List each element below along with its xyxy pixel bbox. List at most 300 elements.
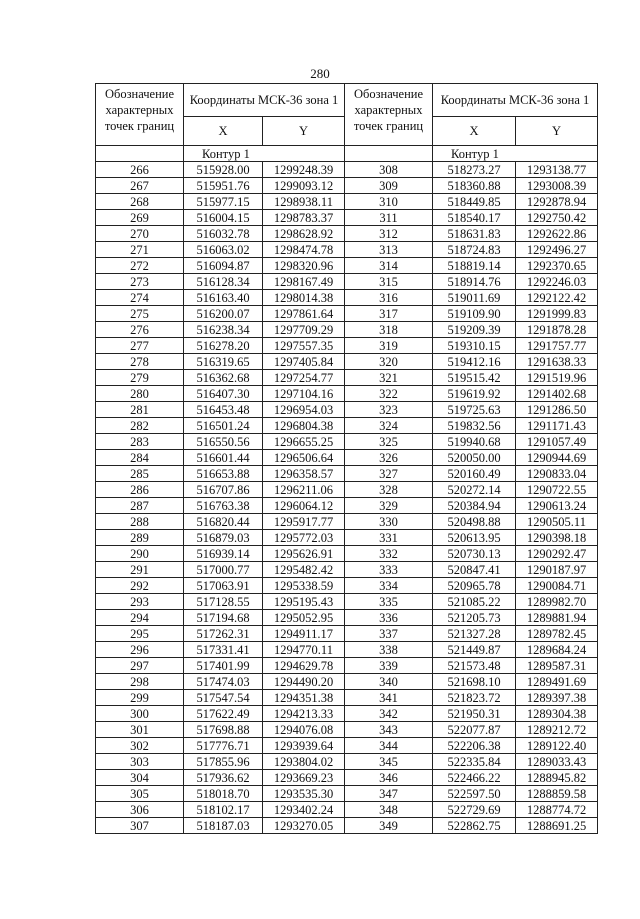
point-number-cell: 267 bbox=[96, 178, 184, 194]
point-number-cell: 347 bbox=[345, 786, 433, 802]
table-row bbox=[96, 786, 345, 802]
y-coordinate-cell: 1293402.24 bbox=[263, 802, 345, 818]
table-body-left bbox=[96, 146, 345, 834]
table-row bbox=[345, 722, 598, 738]
table-row bbox=[96, 690, 345, 706]
point-number-cell: 348 bbox=[345, 802, 433, 818]
point-number-cell: 284 bbox=[96, 450, 184, 466]
point-number-cell: 330 bbox=[345, 514, 433, 530]
x-coordinate-cell: 516319.65 bbox=[184, 354, 263, 370]
y-coordinate-cell: 1289397.38 bbox=[516, 690, 598, 706]
table-row bbox=[345, 434, 598, 450]
x-coordinate-cell: 518187.03 bbox=[184, 818, 263, 834]
x-coordinate-cell: 516278.20 bbox=[184, 338, 263, 354]
x-coordinate-cell: 516707.86 bbox=[184, 482, 263, 498]
table-row bbox=[345, 818, 598, 834]
y-coordinate-cell: 1296211.06 bbox=[263, 482, 345, 498]
x-coordinate-cell: 516200.07 bbox=[184, 306, 263, 322]
y-coordinate-cell: 1290398.18 bbox=[516, 530, 598, 546]
table-row bbox=[96, 402, 345, 418]
y-coordinate-cell: 1295917.77 bbox=[263, 514, 345, 530]
x-coordinate-cell: 516362.68 bbox=[184, 370, 263, 386]
table-row bbox=[96, 514, 345, 530]
point-number-cell: 296 bbox=[96, 642, 184, 658]
y-coordinate-cell: 1299093.12 bbox=[263, 178, 345, 194]
point-number-cell: 337 bbox=[345, 626, 433, 642]
point-number-cell: 309 bbox=[345, 178, 433, 194]
x-coordinate-cell: 520498.88 bbox=[433, 514, 516, 530]
point-number-cell: 341 bbox=[345, 690, 433, 706]
point-number-cell: 346 bbox=[345, 770, 433, 786]
table-row bbox=[345, 770, 598, 786]
table-row bbox=[96, 434, 345, 450]
y-coordinate-cell: 1292370.65 bbox=[516, 258, 598, 274]
table-row bbox=[345, 178, 598, 194]
x-coordinate-cell: 515977.15 bbox=[184, 194, 263, 210]
x-coordinate-cell: 517063.91 bbox=[184, 578, 263, 594]
y-coordinate-cell: 1291519.96 bbox=[516, 370, 598, 386]
header-y: Y bbox=[263, 117, 345, 146]
point-number-cell: 321 bbox=[345, 370, 433, 386]
table-row bbox=[96, 610, 345, 626]
table-row bbox=[96, 642, 345, 658]
table-row bbox=[96, 290, 345, 306]
table-row bbox=[345, 402, 598, 418]
point-number-cell: 286 bbox=[96, 482, 184, 498]
y-coordinate-cell: 1289881.94 bbox=[516, 610, 598, 626]
y-coordinate-cell: 1289212.72 bbox=[516, 722, 598, 738]
y-coordinate-cell: 1295052.95 bbox=[263, 610, 345, 626]
y-coordinate-cell: 1298938.11 bbox=[263, 194, 345, 210]
x-coordinate-cell: 519725.63 bbox=[433, 402, 516, 418]
point-number-cell: 281 bbox=[96, 402, 184, 418]
point-number-cell: 290 bbox=[96, 546, 184, 562]
point-number-cell: 280 bbox=[96, 386, 184, 402]
x-coordinate-cell: 516879.03 bbox=[184, 530, 263, 546]
point-number-cell: 333 bbox=[345, 562, 433, 578]
y-coordinate-cell: 1297861.64 bbox=[263, 306, 345, 322]
table-row bbox=[96, 338, 345, 354]
x-coordinate-cell: 516094.87 bbox=[184, 258, 263, 274]
point-number-cell: 298 bbox=[96, 674, 184, 690]
y-coordinate-cell: 1294213.33 bbox=[263, 706, 345, 722]
x-coordinate-cell: 522206.38 bbox=[433, 738, 516, 754]
table-row bbox=[96, 418, 345, 434]
point-number-cell: 279 bbox=[96, 370, 184, 386]
contour-label: Контур 1 bbox=[433, 146, 598, 162]
y-coordinate-cell: 1290187.97 bbox=[516, 562, 598, 578]
y-coordinate-cell: 1292750.42 bbox=[516, 210, 598, 226]
table-row bbox=[96, 594, 345, 610]
y-coordinate-cell: 1288774.72 bbox=[516, 802, 598, 818]
table-row bbox=[345, 498, 598, 514]
point-number-cell: 345 bbox=[345, 754, 433, 770]
point-number-cell: 291 bbox=[96, 562, 184, 578]
y-coordinate-cell: 1289587.31 bbox=[516, 658, 598, 674]
table-row bbox=[96, 802, 345, 818]
table-row bbox=[96, 210, 345, 226]
y-coordinate-cell: 1291402.68 bbox=[516, 386, 598, 402]
point-number-cell: 322 bbox=[345, 386, 433, 402]
y-coordinate-cell: 1296064.12 bbox=[263, 498, 345, 514]
table-row bbox=[345, 530, 598, 546]
y-coordinate-cell: 1298014.38 bbox=[263, 290, 345, 306]
y-coordinate-cell: 1294911.17 bbox=[263, 626, 345, 642]
y-coordinate-cell: 1294629.78 bbox=[263, 658, 345, 674]
table-body-right bbox=[345, 146, 598, 834]
y-coordinate-cell: 1293669.23 bbox=[263, 770, 345, 786]
point-number-cell: 274 bbox=[96, 290, 184, 306]
y-coordinate-cell: 1296506.64 bbox=[263, 450, 345, 466]
point-number-cell: 332 bbox=[345, 546, 433, 562]
y-coordinate-cell: 1294351.38 bbox=[263, 690, 345, 706]
table-row bbox=[96, 258, 345, 274]
x-coordinate-cell: 520613.95 bbox=[433, 530, 516, 546]
point-number-cell: 303 bbox=[96, 754, 184, 770]
y-coordinate-cell: 1289033.43 bbox=[516, 754, 598, 770]
point-number-cell: 311 bbox=[345, 210, 433, 226]
point-number-cell: 272 bbox=[96, 258, 184, 274]
x-coordinate-cell: 517474.03 bbox=[184, 674, 263, 690]
x-coordinate-cell: 517622.49 bbox=[184, 706, 263, 722]
header-designation: Обозначение характерных точек границ bbox=[96, 84, 184, 146]
y-coordinate-cell: 1290722.55 bbox=[516, 482, 598, 498]
table-row bbox=[345, 306, 598, 322]
x-coordinate-cell: 515928.00 bbox=[184, 162, 263, 178]
point-number-cell: 283 bbox=[96, 434, 184, 450]
table-row bbox=[345, 786, 598, 802]
x-coordinate-cell: 516653.88 bbox=[184, 466, 263, 482]
table-row bbox=[345, 418, 598, 434]
y-coordinate-cell: 1295626.91 bbox=[263, 546, 345, 562]
x-coordinate-cell: 515951.76 bbox=[184, 178, 263, 194]
x-coordinate-cell: 522862.75 bbox=[433, 818, 516, 834]
point-number-cell: 323 bbox=[345, 402, 433, 418]
y-coordinate-cell: 1288691.25 bbox=[516, 818, 598, 834]
table-row bbox=[345, 450, 598, 466]
x-coordinate-cell: 522597.50 bbox=[433, 786, 516, 802]
table-row bbox=[345, 578, 598, 594]
x-coordinate-cell: 517128.55 bbox=[184, 594, 263, 610]
point-number-cell: 266 bbox=[96, 162, 184, 178]
point-number-cell: 289 bbox=[96, 530, 184, 546]
x-coordinate-cell: 516763.38 bbox=[184, 498, 263, 514]
point-number-cell: 339 bbox=[345, 658, 433, 674]
table-row bbox=[345, 338, 598, 354]
table-row bbox=[345, 674, 598, 690]
x-coordinate-cell: 518819.14 bbox=[433, 258, 516, 274]
x-coordinate-cell: 521085.22 bbox=[433, 594, 516, 610]
table-row bbox=[345, 258, 598, 274]
point-number-cell: 317 bbox=[345, 306, 433, 322]
y-coordinate-cell: 1291057.49 bbox=[516, 434, 598, 450]
x-coordinate-cell: 521823.72 bbox=[433, 690, 516, 706]
point-number-cell: 327 bbox=[345, 466, 433, 482]
x-coordinate-cell: 516453.48 bbox=[184, 402, 263, 418]
point-number-cell: 338 bbox=[345, 642, 433, 658]
y-coordinate-cell: 1289491.69 bbox=[516, 674, 598, 690]
y-coordinate-cell: 1289684.24 bbox=[516, 642, 598, 658]
table-row bbox=[345, 242, 598, 258]
page-number: 280 bbox=[310, 66, 330, 81]
point-number-cell: 320 bbox=[345, 354, 433, 370]
table-row bbox=[345, 626, 598, 642]
y-coordinate-cell: 1295772.03 bbox=[263, 530, 345, 546]
point-number-cell: 302 bbox=[96, 738, 184, 754]
point-number-cell: 314 bbox=[345, 258, 433, 274]
point-number-cell: 344 bbox=[345, 738, 433, 754]
x-coordinate-cell: 521950.31 bbox=[433, 706, 516, 722]
point-number-cell: 307 bbox=[96, 818, 184, 834]
y-coordinate-cell: 1299248.39 bbox=[263, 162, 345, 178]
table-row bbox=[345, 386, 598, 402]
y-coordinate-cell: 1288945.82 bbox=[516, 770, 598, 786]
x-coordinate-cell: 521205.73 bbox=[433, 610, 516, 626]
table-row bbox=[345, 322, 598, 338]
table-row bbox=[96, 194, 345, 210]
point-number-cell: 308 bbox=[345, 162, 433, 178]
y-coordinate-cell: 1293804.02 bbox=[263, 754, 345, 770]
x-coordinate-cell: 519209.39 bbox=[433, 322, 516, 338]
x-coordinate-cell: 520730.13 bbox=[433, 546, 516, 562]
point-number-cell: 301 bbox=[96, 722, 184, 738]
table-row bbox=[345, 754, 598, 770]
x-coordinate-cell: 516939.14 bbox=[184, 546, 263, 562]
table-row bbox=[345, 658, 598, 674]
y-coordinate-cell: 1293008.39 bbox=[516, 178, 598, 194]
y-coordinate-cell: 1292246.03 bbox=[516, 274, 598, 290]
point-number-cell: 304 bbox=[96, 770, 184, 786]
x-coordinate-cell: 522335.84 bbox=[433, 754, 516, 770]
table-row bbox=[345, 370, 598, 386]
point-number-cell: 268 bbox=[96, 194, 184, 210]
point-number-cell: 312 bbox=[345, 226, 433, 242]
x-coordinate-cell: 519412.16 bbox=[433, 354, 516, 370]
y-coordinate-cell: 1298167.49 bbox=[263, 274, 345, 290]
table-row bbox=[96, 562, 345, 578]
table-row bbox=[345, 482, 598, 498]
table-row bbox=[96, 770, 345, 786]
table-row bbox=[345, 466, 598, 482]
y-coordinate-cell: 1288859.58 bbox=[516, 786, 598, 802]
point-number-cell: 288 bbox=[96, 514, 184, 530]
x-coordinate-cell: 520384.94 bbox=[433, 498, 516, 514]
table-row bbox=[345, 354, 598, 370]
table-row bbox=[96, 466, 345, 482]
x-coordinate-cell: 516501.24 bbox=[184, 418, 263, 434]
x-coordinate-cell: 520847.41 bbox=[433, 562, 516, 578]
point-number-cell: 273 bbox=[96, 274, 184, 290]
y-coordinate-cell: 1289782.45 bbox=[516, 626, 598, 642]
point-number-cell: 306 bbox=[96, 802, 184, 818]
point-number-cell: 315 bbox=[345, 274, 433, 290]
y-coordinate-cell: 1293939.64 bbox=[263, 738, 345, 754]
table-row bbox=[345, 642, 598, 658]
x-coordinate-cell: 516601.44 bbox=[184, 450, 263, 466]
table-row bbox=[96, 498, 345, 514]
y-coordinate-cell: 1289122.40 bbox=[516, 738, 598, 754]
y-coordinate-cell: 1297405.84 bbox=[263, 354, 345, 370]
x-coordinate-cell: 521327.28 bbox=[433, 626, 516, 642]
x-coordinate-cell: 517331.41 bbox=[184, 642, 263, 658]
point-number-cell: 331 bbox=[345, 530, 433, 546]
y-coordinate-cell: 1296954.03 bbox=[263, 402, 345, 418]
point-number-cell: 343 bbox=[345, 722, 433, 738]
coordinates-table-right bbox=[344, 83, 598, 834]
table-row bbox=[345, 162, 598, 178]
y-coordinate-cell: 1290833.04 bbox=[516, 466, 598, 482]
y-coordinate-cell: 1296655.25 bbox=[263, 434, 345, 450]
point-number-cell: 310 bbox=[345, 194, 433, 210]
y-coordinate-cell: 1290505.11 bbox=[516, 514, 598, 530]
table-row bbox=[345, 546, 598, 562]
header-x: X bbox=[433, 117, 516, 146]
x-coordinate-cell: 518631.83 bbox=[433, 226, 516, 242]
point-number-cell: 287 bbox=[96, 498, 184, 514]
point-number-cell: 305 bbox=[96, 786, 184, 802]
coordinates-table-left bbox=[95, 83, 345, 834]
y-coordinate-cell: 1291999.83 bbox=[516, 306, 598, 322]
x-coordinate-cell: 520272.14 bbox=[433, 482, 516, 498]
table-row bbox=[345, 210, 598, 226]
point-number-cell: 270 bbox=[96, 226, 184, 242]
table-row bbox=[96, 658, 345, 674]
header-y: Y bbox=[516, 117, 598, 146]
y-coordinate-cell: 1290084.71 bbox=[516, 578, 598, 594]
point-number-cell: 295 bbox=[96, 626, 184, 642]
table-row bbox=[345, 594, 598, 610]
y-coordinate-cell: 1297557.35 bbox=[263, 338, 345, 354]
x-coordinate-cell: 519619.92 bbox=[433, 386, 516, 402]
y-coordinate-cell: 1289304.38 bbox=[516, 706, 598, 722]
x-coordinate-cell: 518540.17 bbox=[433, 210, 516, 226]
point-number-cell: 324 bbox=[345, 418, 433, 434]
contour-row bbox=[96, 146, 345, 162]
table-row bbox=[96, 162, 345, 178]
x-coordinate-cell: 521698.10 bbox=[433, 674, 516, 690]
y-coordinate-cell: 1291286.50 bbox=[516, 402, 598, 418]
x-coordinate-cell: 516004.15 bbox=[184, 210, 263, 226]
x-coordinate-cell: 518018.70 bbox=[184, 786, 263, 802]
point-number-cell: 271 bbox=[96, 242, 184, 258]
table-row bbox=[345, 194, 598, 210]
point-number-cell: 318 bbox=[345, 322, 433, 338]
y-coordinate-cell: 1293270.05 bbox=[263, 818, 345, 834]
x-coordinate-cell: 519011.69 bbox=[433, 290, 516, 306]
header-coordinates: Координаты МСК-36 зона 1 bbox=[433, 84, 598, 117]
table-row bbox=[345, 690, 598, 706]
x-coordinate-cell: 519940.68 bbox=[433, 434, 516, 450]
x-coordinate-cell: 517262.31 bbox=[184, 626, 263, 642]
y-coordinate-cell: 1296358.57 bbox=[263, 466, 345, 482]
x-coordinate-cell: 519515.42 bbox=[433, 370, 516, 386]
y-coordinate-cell: 1291171.43 bbox=[516, 418, 598, 434]
table-row bbox=[96, 306, 345, 322]
y-coordinate-cell: 1292622.86 bbox=[516, 226, 598, 242]
x-coordinate-cell: 516128.34 bbox=[184, 274, 263, 290]
y-coordinate-cell: 1297709.29 bbox=[263, 322, 345, 338]
point-number-cell: 282 bbox=[96, 418, 184, 434]
x-coordinate-cell: 517401.99 bbox=[184, 658, 263, 674]
x-coordinate-cell: 520160.49 bbox=[433, 466, 516, 482]
table-row bbox=[96, 754, 345, 770]
point-number-cell: 299 bbox=[96, 690, 184, 706]
x-coordinate-cell: 516550.56 bbox=[184, 434, 263, 450]
table-row bbox=[96, 450, 345, 466]
x-coordinate-cell: 517000.77 bbox=[184, 562, 263, 578]
y-coordinate-cell: 1294770.11 bbox=[263, 642, 345, 658]
point-number-cell: 294 bbox=[96, 610, 184, 626]
table-row bbox=[96, 578, 345, 594]
y-coordinate-cell: 1290613.24 bbox=[516, 498, 598, 514]
table-row bbox=[96, 242, 345, 258]
x-coordinate-cell: 519832.56 bbox=[433, 418, 516, 434]
table-row bbox=[96, 546, 345, 562]
point-number-cell: 276 bbox=[96, 322, 184, 338]
point-number-cell: 319 bbox=[345, 338, 433, 354]
x-coordinate-cell: 519310.15 bbox=[433, 338, 516, 354]
x-coordinate-cell: 517194.68 bbox=[184, 610, 263, 626]
table-row bbox=[345, 226, 598, 242]
point-number-cell: 292 bbox=[96, 578, 184, 594]
table-row bbox=[345, 610, 598, 626]
header-coordinates: Координаты МСК-36 зона 1 bbox=[184, 84, 345, 117]
point-number-cell: 316 bbox=[345, 290, 433, 306]
x-coordinate-cell: 518724.83 bbox=[433, 242, 516, 258]
x-coordinate-cell: 517698.88 bbox=[184, 722, 263, 738]
x-coordinate-cell: 516820.44 bbox=[184, 514, 263, 530]
y-coordinate-cell: 1290944.69 bbox=[516, 450, 598, 466]
table-row bbox=[96, 482, 345, 498]
table-row bbox=[96, 626, 345, 642]
y-coordinate-cell: 1290292.47 bbox=[516, 546, 598, 562]
point-number-cell: 328 bbox=[345, 482, 433, 498]
contour-row bbox=[345, 146, 598, 162]
y-coordinate-cell: 1298783.37 bbox=[263, 210, 345, 226]
table-row bbox=[96, 386, 345, 402]
x-coordinate-cell: 516238.34 bbox=[184, 322, 263, 338]
x-coordinate-cell: 522077.87 bbox=[433, 722, 516, 738]
y-coordinate-cell: 1295195.43 bbox=[263, 594, 345, 610]
table-row bbox=[96, 722, 345, 738]
x-coordinate-cell: 517776.71 bbox=[184, 738, 263, 754]
point-number-cell: 278 bbox=[96, 354, 184, 370]
point-number-cell: 340 bbox=[345, 674, 433, 690]
x-coordinate-cell: 521573.48 bbox=[433, 658, 516, 674]
y-coordinate-cell: 1297254.77 bbox=[263, 370, 345, 386]
y-coordinate-cell: 1298320.96 bbox=[263, 258, 345, 274]
y-coordinate-cell: 1291638.33 bbox=[516, 354, 598, 370]
y-coordinate-cell: 1294076.08 bbox=[263, 722, 345, 738]
header-x: X bbox=[184, 117, 263, 146]
y-coordinate-cell: 1298628.92 bbox=[263, 226, 345, 242]
point-number-cell: 269 bbox=[96, 210, 184, 226]
point-number-cell: 285 bbox=[96, 466, 184, 482]
y-coordinate-cell: 1291757.77 bbox=[516, 338, 598, 354]
y-coordinate-cell: 1295338.59 bbox=[263, 578, 345, 594]
table-row bbox=[96, 738, 345, 754]
table-row bbox=[96, 530, 345, 546]
y-coordinate-cell: 1296804.38 bbox=[263, 418, 345, 434]
x-coordinate-cell: 518449.85 bbox=[433, 194, 516, 210]
y-coordinate-cell: 1293138.77 bbox=[516, 162, 598, 178]
point-number-cell: 277 bbox=[96, 338, 184, 354]
contour-label: Контур 1 bbox=[184, 146, 345, 162]
y-coordinate-cell: 1295482.42 bbox=[263, 562, 345, 578]
x-coordinate-cell: 522729.69 bbox=[433, 802, 516, 818]
point-number-cell: 275 bbox=[96, 306, 184, 322]
table-row bbox=[96, 674, 345, 690]
